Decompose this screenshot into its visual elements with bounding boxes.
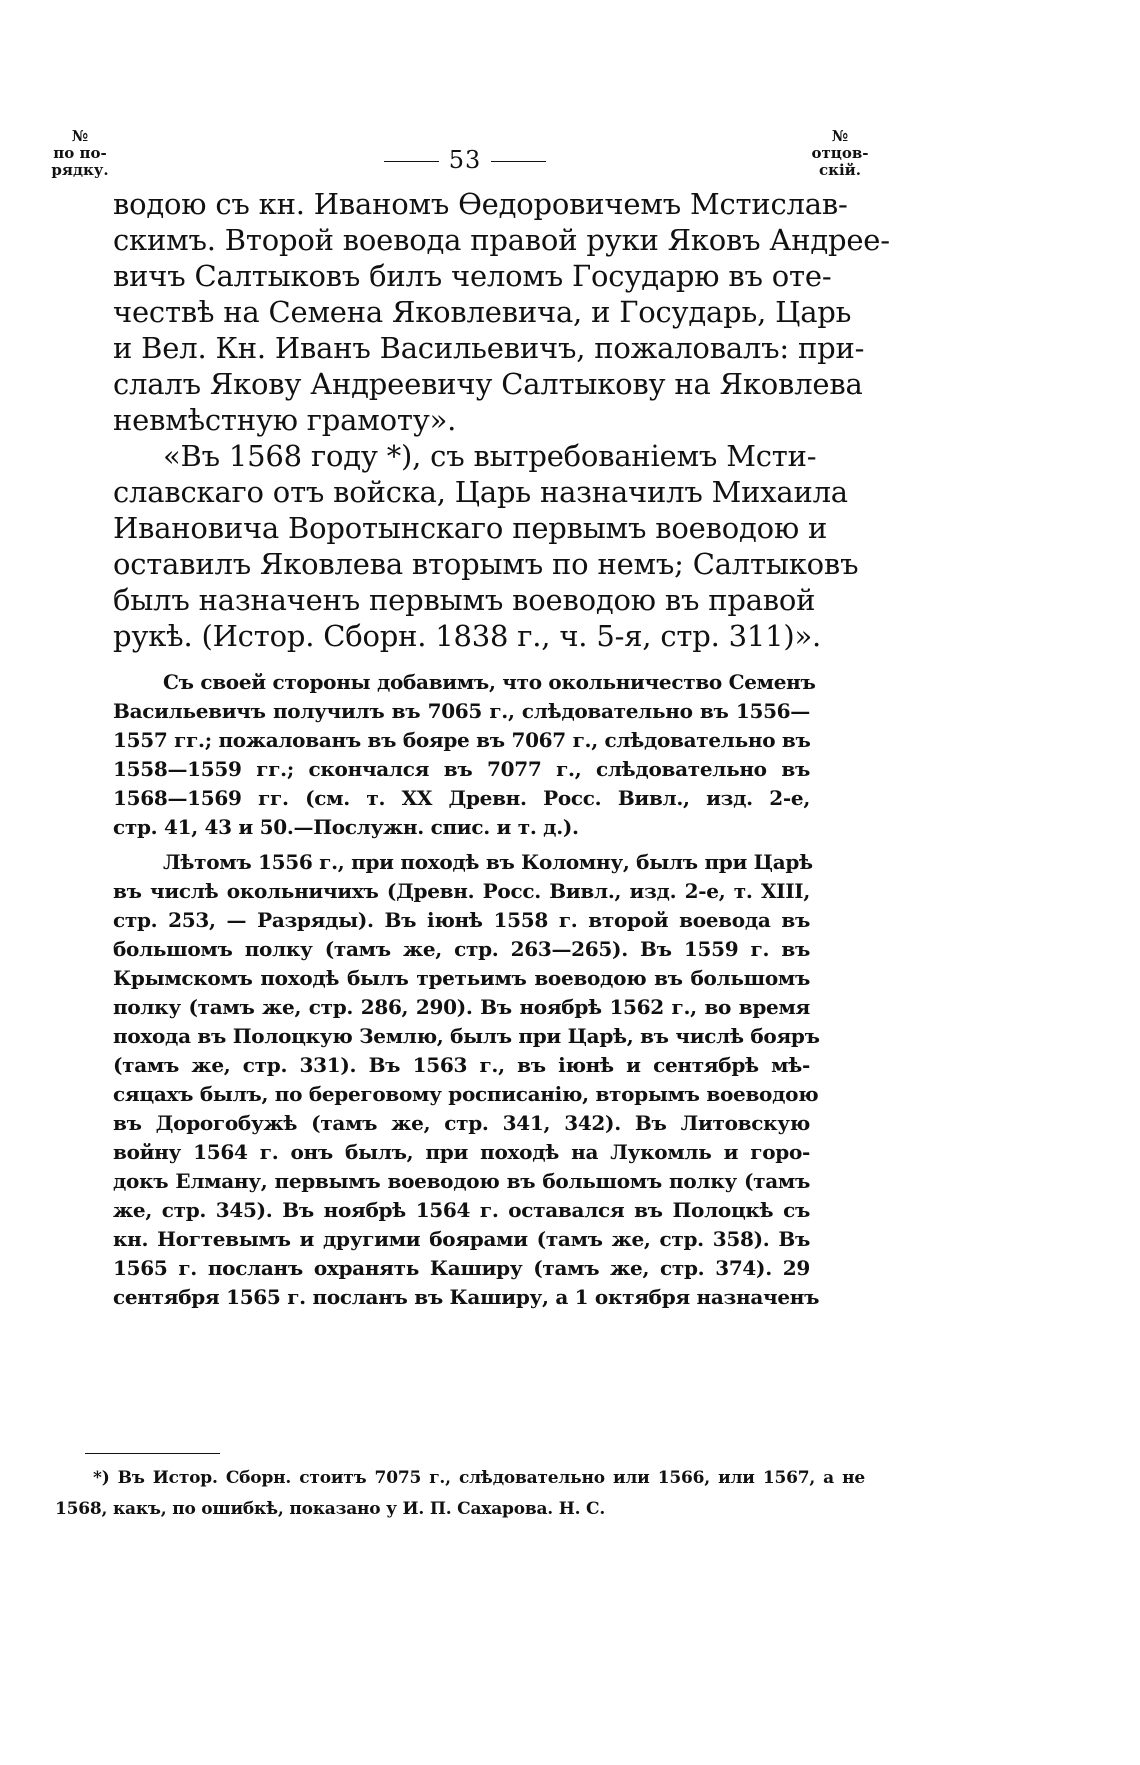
paragraph-quote-1568 — [113, 438, 859, 654]
text-line: стр. 253, — Разряды). Въ іюнѣ 1558 г. второй воевода въ — [113, 908, 810, 932]
margin-note-right — [800, 128, 880, 179]
text-line: рукѣ. (Истор. Сборн. 1838 г., ч. 5-я, стр. 311)». — [113, 619, 822, 653]
footnote — [55, 1463, 865, 1525]
text-line: полку (тамъ же, стр. 286, 290). Въ ноябрѣ 1562 г., во время — [113, 995, 810, 1019]
text-line: (тамъ же, стр. 331). Въ 1563 г., въ іюнѣ и сентябрѣ мѣ- — [113, 1053, 810, 1077]
text-line: Васильевичъ получилъ въ 7065 г., слѣдовательно въ 1556— — [113, 699, 810, 723]
text-line: кн. Ногтевымъ и другими боярами (тамъ же, стр. 358). Въ — [113, 1227, 810, 1251]
text-line: чествѣ на Семена Яковлевича, и Государь, Царь — [113, 295, 852, 329]
numero-symbol: № — [71, 127, 89, 145]
text-line: похода въ Полоцкую Землю, былъ при Царѣ, въ числѣ бояръ — [113, 1024, 820, 1048]
main-text — [113, 186, 890, 1312]
text-line: стр. 41, 43 и 50.—Послужн. спис. и т. д.). — [113, 815, 579, 839]
text-line: въ Дорогобужѣ (тамъ же, стр. 341, 342). Въ Литовскую — [113, 1111, 810, 1135]
text-line: войну 1564 г. онъ былъ, при походѣ на Лукомль и горо- — [113, 1140, 810, 1164]
text-line: невмѣстную грамоту». — [113, 403, 457, 437]
page-number-text: 53 — [448, 146, 482, 174]
text-line: большомъ полку (тамъ же, стр. 263—265). Въ 1559 г. въ — [113, 937, 810, 961]
text-line: 1557 гг.; пожалованъ въ бояре въ 7067 г., слѣдовательно въ — [113, 728, 811, 752]
footnote-divider — [85, 1453, 220, 1454]
paragraph-quote-continued — [113, 186, 890, 438]
footnote-line: 1568, какъ, по ошибкѣ, показано у И. П. Сахарова. Н. С. — [55, 1499, 606, 1519]
margin-note-line: рядку. — [51, 161, 109, 179]
paragraph-service-record — [113, 848, 820, 1312]
text-line: и Вел. Кн. Иванъ Васильевичъ, пожаловалъ: при- — [113, 331, 865, 365]
text-line: вичъ Салтыковъ билъ челомъ Государю въ оте- — [113, 259, 832, 293]
text-line: въ числѣ окольничихъ (Древн. Росс. Вивл., изд. 2-е, т. XIII, — [113, 879, 810, 903]
footnote-line: *) Въ Истор. Сборн. стоитъ 7075 г., слѣдовательно или 1566, или 1567, а не — [93, 1468, 865, 1488]
margin-note-left — [40, 128, 120, 179]
paragraph-commentary — [113, 668, 816, 842]
margin-note-line: отцов- — [811, 144, 869, 162]
margin-note-line: скій. — [818, 161, 861, 179]
text-line: «Въ 1568 году *), съ вытребованіемъ Мсти- — [163, 439, 817, 473]
text-line: былъ назначенъ первымъ воеводою въ правой — [113, 583, 816, 617]
text-line: Ивановича Воротынскаго первымъ воеводою и — [113, 511, 828, 545]
text-line: же, стр. 345). Въ ноябрѣ 1564 г. оставался въ Полоцкѣ съ — [113, 1198, 810, 1222]
text-line: скимъ. Второй воевода правой руки Яковъ Андрее- — [113, 223, 890, 257]
margin-note-line: по по- — [53, 144, 107, 162]
text-line: сяцахъ былъ, по береговому росписанію, вторымъ воеводою — [113, 1082, 819, 1106]
text-line: слалъ Якову Андреевичу Салтыкову на Яковлева — [113, 367, 863, 401]
text-line: водою съ кн. Иваномъ Өедоровичемъ Мстислав- — [113, 187, 848, 221]
text-line: славскаго отъ войска, Царь назначилъ Михаила — [113, 475, 848, 509]
text-line: оставилъ Яковлева вторымъ по немъ; Салтыковъ — [113, 547, 859, 581]
text-line: сентября 1565 г. посланъ въ Каширу, а 1 октября назначенъ — [113, 1285, 820, 1309]
text-line: 1558—1559 гг.; скончался въ 7077 г., слѣдовательно въ — [113, 757, 810, 781]
text-line: 1568—1569 гг. (см. т. XX Древн. Росс. Вивл., изд. 2-е, — [113, 786, 810, 810]
page-number — [365, 146, 565, 174]
text-line: Лѣтомъ 1556 г., при походѣ въ Коломну, былъ при Царѣ — [163, 850, 813, 874]
text-line: Крымскомъ походѣ былъ третьимъ воеводою въ большомъ — [113, 966, 810, 990]
text-line: 1565 г. посланъ охранять Каширу (тамъ же, стр. 374). 29 — [113, 1256, 810, 1280]
text-line: Съ своей стороны добавимъ, что окольничество Семенъ — [163, 670, 816, 694]
numero-symbol: № — [831, 127, 849, 145]
text-line: докъ Елману, первымъ воеводою въ большомъ полку (тамъ — [113, 1169, 810, 1193]
